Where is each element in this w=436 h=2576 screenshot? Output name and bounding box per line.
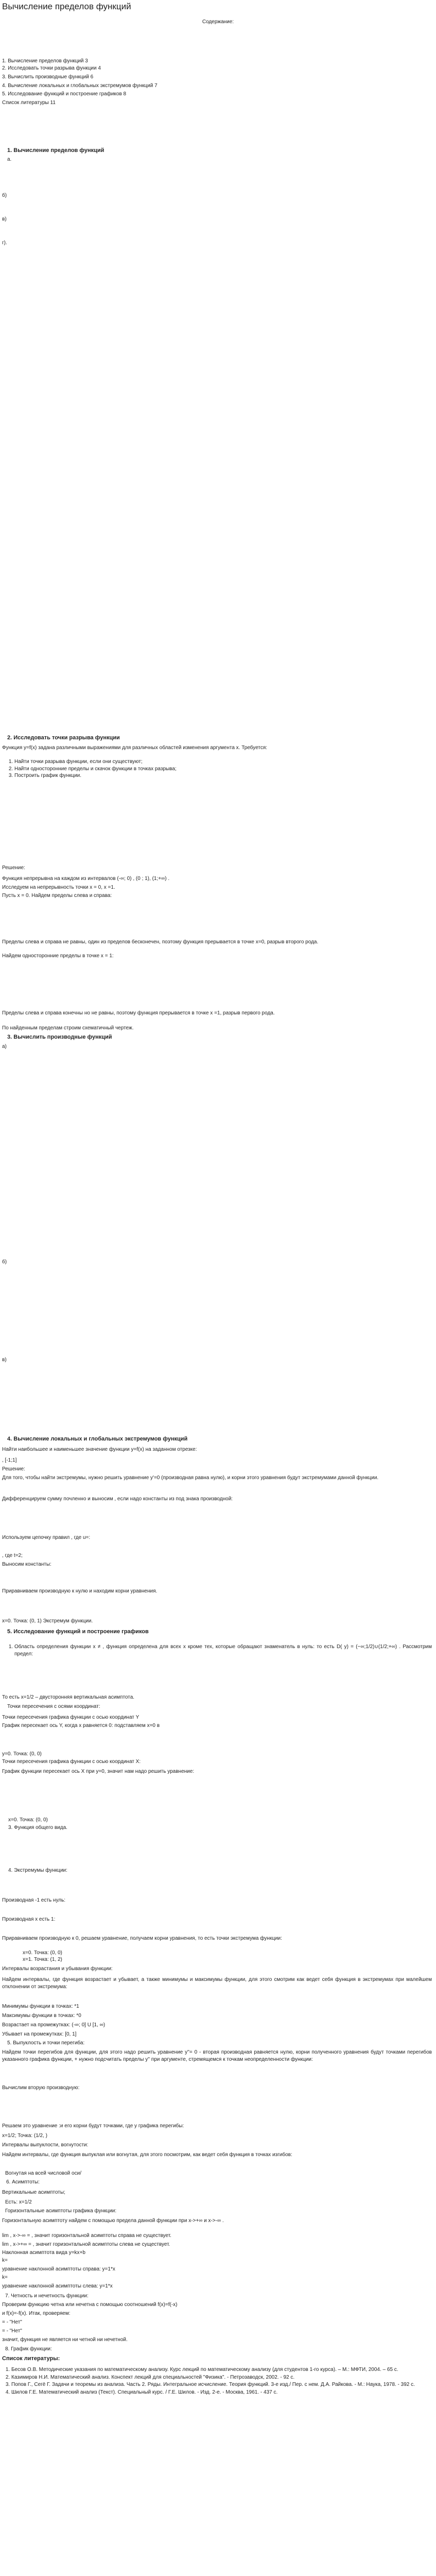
reference-item: 1. Бесов О.В. Методические указания по математическому анализу. Курс лекций по математическому анализу (для студентов 1-го курса). – М.: МФТИ, 2004. – 65 с.	[11, 2366, 432, 2374]
paragraph: y=0. Точка: (0, 0)	[2, 1751, 42, 1757]
paragraph: Приравниваем производную к 0, решаем уравнение, получаем корни уравнения, то есть точки экстремума функции:	[2, 1936, 282, 1941]
paragraph: k=	[2, 2275, 8, 2280]
item-label: г).	[2, 240, 7, 246]
paragraph: График функции пересекает ось X при y=0, значит нам надо решить уравнение:	[2, 1769, 195, 1774]
toc-item[interactable]: 2. Исследовать точки разрыва функции 4	[2, 65, 101, 71]
section-5-heading	[7, 1628, 149, 1636]
paragraph: Точки пересечения графика функции с осью координат Y	[2, 1715, 139, 1720]
section-title: Исследовать точки разрыва функции	[13, 735, 120, 741]
task-item: 2. Найти односторонние пределы и скачок функции в точках разрыва;	[14, 766, 432, 773]
paragraph: Интервалы возрастания и убывания функции:	[2, 1966, 113, 1972]
task-item: 1. Область определения функции x ≠ , функция определена для всех x кроме тех, которые обращают знаменатель в нуль: то есть D( y) = (−∞;1/2)∪(1/2;+∞) . Рассмотрим предел:	[14, 1643, 432, 1657]
toc-item[interactable]: 1. Вычисление пределов функций 3	[2, 58, 88, 64]
paragraph: , где t=2;	[2, 1553, 23, 1558]
item-label: в)	[2, 1357, 7, 1363]
reference-item: 4. Шилов Г.Е. Математический анализ (Текст). Специальный курс. / Г.Е. Шилов. - Изд. 2-е. - Москва, 1961. - 437 с.	[11, 2389, 432, 2396]
paragraph: Пределы слева и справа не равны, один из пределов бесконечен, поэтому функция прерывается в точке x=0, разрыв второго рода.	[2, 939, 319, 945]
task-item: 3. Построить график функции.	[14, 772, 432, 779]
paragraph: Найдем интервалы, где функция выпуклая или вогнутая, для этого посмотрим, как ведет себя функция в точках изгибов:	[2, 2152, 292, 2158]
references-heading: Список литературы:	[2, 2355, 60, 2362]
paragraph: Наклонная асимптота вида y=kx+b	[2, 2250, 85, 2256]
paragraph: Убывает на промежутках: [0, 1]	[2, 2031, 77, 2037]
section-number: 2.	[7, 735, 12, 741]
page-title: Вычисление пределов функций	[2, 2, 131, 11]
paragraph: Функция y=f(x) задана различными выражениями для различных областей изменения аргумента x. Требуется:	[2, 745, 268, 751]
paragraph: Горизонтальную асимптоту найдем с помощью предела данной функции при x->+∞ и x->-∞ .	[2, 2218, 224, 2224]
section-number: 3.	[7, 1034, 12, 1040]
paragraph: Вогнутая на всей числовой оси/	[5, 2171, 81, 2176]
item-label: а)	[2, 1044, 7, 1049]
paragraph: Есть: x=1/2	[5, 2199, 32, 2205]
paragraph: Горизонтальные асимптоты графика функции:	[5, 2208, 117, 2214]
item-label: а.	[7, 157, 12, 162]
toc-heading: Содержание:	[202, 19, 234, 25]
paragraph: x=0. Точка: (0, 0)	[8, 1817, 48, 1823]
section-title: Вычисление пределов функций	[13, 147, 104, 154]
task-item: 1. Найти точки разрыва функции, если они существуют;	[14, 758, 432, 766]
toc-item[interactable]: 4. Вычисление локальных и глобальных экстремумов функций 7	[2, 83, 158, 89]
reference-item: 2. Казимиров Н.И. Математический анализ. Конспект лекций для специальностей "Физика". - Петрозаводск, 2002. - 92 с.	[11, 2374, 432, 2381]
paragraph: Выносим константы:	[2, 1562, 51, 1567]
paragraph: Найти наибольшее и наименьшее значение функции y=f(x) на заданном отрезке:	[2, 1447, 197, 1452]
section-title: Вычисление локальных и глобальных экстремумов функций	[13, 1436, 188, 1442]
paragraph: Для того, чтобы найти экстремумы, нужно решить уравнение y'=0 (производная равна нулю), и корни этого уравнения будут экстремумами данной функции.	[2, 1475, 379, 1481]
section-number: 5.	[7, 1629, 12, 1635]
paragraph: значит, функция не является ни четной ни нечетной.	[2, 2337, 128, 2343]
references-list	[2, 2366, 432, 2396]
paragraph: Функция непрерывна на каждом из интервалов (-∞; 0) , (0 ; 1), (1;+∞) .	[2, 876, 170, 882]
paragraph: Точки пересечения графика функции с осью координат X:	[2, 1759, 141, 1765]
paragraph: 8. График функции:	[5, 2346, 52, 2352]
paragraph: Пределы слева и справа конечны но не равны, поэтому функция прерывается в точке x =1, разрыв первого рода.	[2, 1010, 275, 1016]
paragraph: x=0. Точка: (0, 0)	[23, 1950, 62, 1956]
paragraph: Найдем односторонние пределы в точке x = 1:	[2, 953, 114, 959]
paragraph: Возрастает на промежутках: (-∞; 0] U [1, ∞)	[2, 2022, 106, 2028]
paragraph: Исследуем на непрерывность точки x = 0, x =1.	[2, 885, 115, 890]
paragraph: 4. Экстремумы функции:	[8, 1868, 67, 1873]
section-number: 4.	[7, 1436, 12, 1442]
paragraph: k=	[2, 2258, 8, 2263]
section-title: Вычислить производные функций	[13, 1034, 112, 1040]
paragraph: 3. Функция общего вида.	[8, 1825, 67, 1831]
paragraph: x=1/2; Точка: (1/2, )	[2, 2133, 48, 2139]
paragraph: lim , x->-∞ = , значит горизонтальной асимптоты справа не существует.	[2, 2233, 171, 2239]
paragraph: Интервалы выпуклости, вогнутости:	[2, 2142, 89, 2148]
task-list	[2, 758, 432, 779]
paragraph: Производная -1 есть нуль:	[2, 1897, 66, 1903]
section-3-heading	[7, 1033, 112, 1041]
paragraph: 6. Асимптоты:	[6, 2179, 40, 2185]
paragraph: Пусть x = 0. Найдем пределы слева и справа:	[2, 893, 112, 899]
paragraph: Решаем это уравнение :и его корни будут точками, где у графика перегибы:	[2, 2123, 184, 2129]
paragraph: Максимумы функции в точках: *0	[2, 2013, 81, 2019]
paragraph: То есть x=1/2 – двусторонняя вертикальная асимптота.	[2, 1694, 135, 1700]
paragraph: Вертикальные асимптоты;	[2, 2190, 65, 2195]
paragraph: График пересекает ось Y, когда x равняется 0: подставляем x=0 в	[2, 1723, 160, 1728]
paragraph: , [-1;1]	[2, 1458, 17, 1463]
paragraph: Вычислим вторую производную:	[2, 2085, 80, 2091]
section-2-heading	[7, 734, 120, 742]
toc-item[interactable]: Список литературы 11	[2, 100, 56, 106]
paragraph: Приравниваем производную к нулю и находим корни уравнения.	[2, 1588, 158, 1594]
paragraph: Проверим функцию четна или нечетна с помощью соотношений f(x)=f(-x)	[2, 2302, 178, 2308]
section-number: 1.	[7, 147, 12, 154]
paragraph: Найдем точки перегибов для функции, для этого надо решить уравнение y''= 0 - вторая производная равняется нулю, корни полученного уравнения будут точками перегибов указанного графика функции, + нужно подсчитать пределы y'' при аргументе, стремящемся к точкам неопределенности функции:	[2, 2049, 432, 2062]
paragraph: уравнение наклонной асимптоты справа: y=1*x	[2, 2266, 115, 2272]
item-label: в)	[2, 216, 7, 222]
paragraph: 5. Выпуклость и точки перегиба:	[7, 2040, 85, 2046]
paragraph: уравнение наклонной асимптоты слева: y=1*x	[2, 2283, 113, 2289]
paragraph: Решение:	[2, 865, 25, 871]
reference-item: 3. Попов Г., Сегё Г. Задачи и теоремы из анализа. Часть 2. Ряды. Интегральное исчисление. Теория функций. 3-е изд./ Пер. с нем. Д.А. Райкова. - М.: Наука, 1978. - 392 с.	[11, 2381, 432, 2388]
paragraph: lim , x->+∞ = , значит горизонтальной асимптоты слева не существует.	[2, 2242, 170, 2247]
section-4-heading	[7, 1435, 187, 1443]
paragraph: Решение:	[2, 1466, 25, 1472]
item-label: б)	[2, 1259, 7, 1265]
paragraph: x=1. Точка: (1, 2)	[23, 1957, 62, 1962]
paragraph: x=0. Точка: (0, 1) Экстремум функции.	[2, 1618, 93, 1624]
paragraph: Найдем интервалы, где функция возрастает и убывает, а также минимумы и максимумы функции, для этого смотрим как ведет себя функция в экстремумах при малейшем отклонении от экстремума:	[2, 1977, 432, 1990]
toc-item[interactable]: 5. Исследование функций и построение графиков 8	[2, 91, 127, 97]
paragraph: По найденным пределам строим схематичный чертеж.	[2, 1025, 134, 1031]
section-1-heading	[7, 147, 104, 155]
paragraph: 7. Четность и нечетность функции:	[5, 2293, 89, 2299]
paragraph: Производная x есть 1:	[2, 1917, 56, 1922]
toc-item[interactable]: 3. Вычислить производные функций 6	[2, 74, 94, 80]
item-label: б)	[2, 193, 7, 198]
paragraph: = - "Нет"	[2, 2319, 22, 2325]
paragraph: Используем цепочку правил , где u=:	[2, 1535, 91, 1540]
paragraph: Минимумы функции в точках: *1	[2, 2004, 79, 2009]
paragraph: = - "Нет"	[2, 2328, 22, 2334]
paragraph: Дифференцируем сумму почленно и выносим , если надо константы из под знака производной:	[2, 1496, 233, 1502]
section-title: Исследование функций и построение графиков	[13, 1629, 149, 1635]
task-list	[2, 1643, 432, 1657]
paragraph: Точки пересечения с осями координат:	[7, 1704, 100, 1709]
paragraph: и f(x)=-f(x). Итак, проверяем:	[2, 2311, 71, 2316]
